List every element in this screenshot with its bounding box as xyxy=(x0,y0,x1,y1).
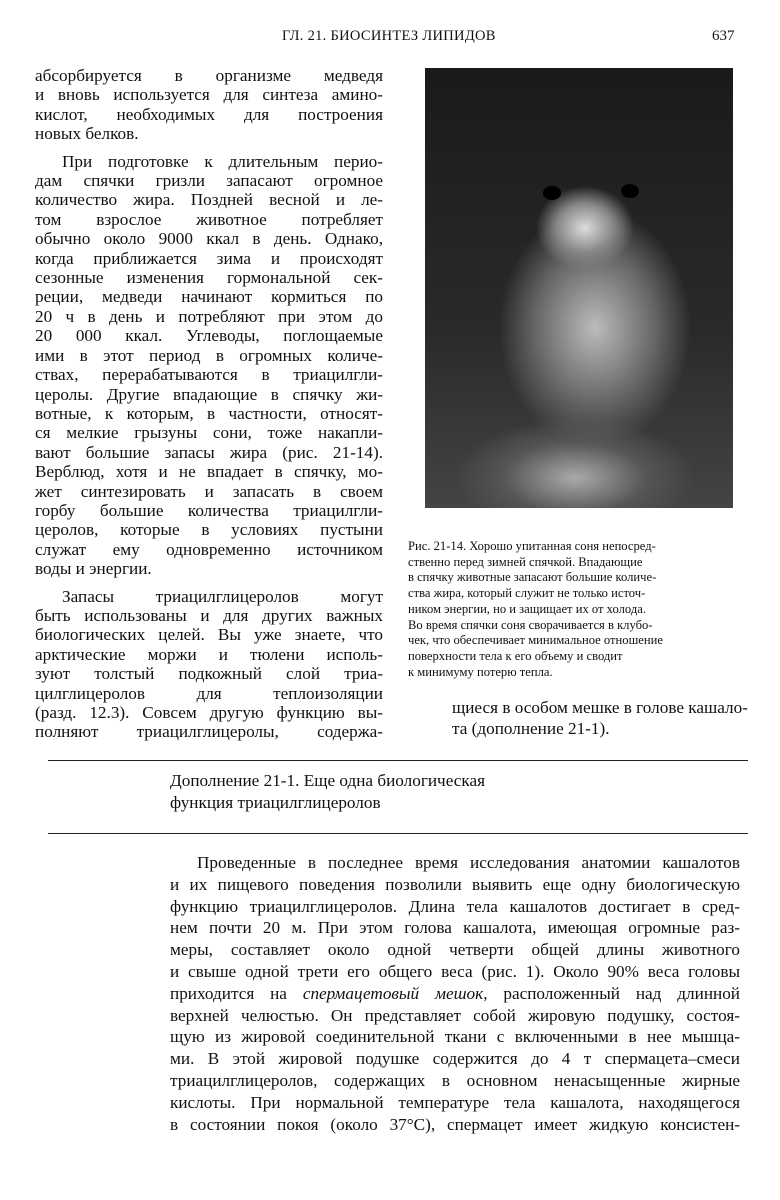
text-line xyxy=(170,983,740,1005)
text-line: кислот, необходимых для построения xyxy=(35,104,383,124)
text-span: , расположенный над длинной xyxy=(483,983,741,1003)
text-line: когда приближается зима и происходят xyxy=(35,248,383,268)
paragraph-gap xyxy=(35,579,383,587)
left-column-text xyxy=(35,66,383,742)
paragraph-gap xyxy=(35,144,383,152)
text-line: меры, составляет около одной четверти общей длины животного xyxy=(170,940,740,960)
text-line: вают большие запасы жира (рис. 21-14). xyxy=(35,442,383,462)
box-top-rule xyxy=(48,760,748,761)
running-header xyxy=(0,28,780,50)
text-line: новых белков. xyxy=(35,124,139,144)
dormouse-photo xyxy=(425,68,733,508)
text-line: биологических целей. Вы уже знаете, что xyxy=(35,625,383,645)
text-line: При подготовке к длительным перио- xyxy=(62,151,383,171)
text-line: кислоты. При нормальной температуре тела кашалота, находящегося xyxy=(170,1092,740,1112)
emphasized-term: спермацетовый мешок xyxy=(302,983,484,1003)
text-line: цилглицеролов для теплоизоляции xyxy=(35,683,383,703)
text-line: триацилглицеролов, содержащих в основном ненасыщенные жирные xyxy=(170,1070,740,1090)
text-line: та (дополнение 21-1). xyxy=(452,719,610,739)
text-line: обычно около 9000 ккал в день. Однако, xyxy=(35,229,383,249)
text-line: ником энергии, но и защищает их от холода. xyxy=(408,601,646,616)
text-line: нем почти 20 м. При этом голова кашалота, имеющая огромные раз- xyxy=(170,918,740,938)
text-line: абсорбируется в организме медведя xyxy=(35,66,383,85)
eye-mark xyxy=(543,186,561,200)
text-line: ства жира, который служит не только источ- xyxy=(408,586,646,601)
text-line: ственно перед зимней спячкой. Впадающие xyxy=(408,554,643,569)
text-line: 20 ч в день и потребляют при этом до xyxy=(35,306,383,326)
text-line: верхней челюстью. Он представляет собой жировую подушку, состоя- xyxy=(170,1005,740,1025)
text-line: дам спячки гризли запасают огромное xyxy=(35,171,383,191)
text-line: щиеся в особом мешке в голове кашало- xyxy=(452,698,748,717)
text-line: зуют толстый подкожный слой триа- xyxy=(35,664,383,684)
text-line: сезонные изменения гормональной сек- xyxy=(35,268,383,288)
text-line: Во время спячки соня сворачивается в клубо- xyxy=(408,617,653,632)
box-body-text xyxy=(170,852,740,1135)
right-column-continuation xyxy=(452,697,748,740)
text-line: церолы. Другие впадающие в спячку жи- xyxy=(35,384,383,404)
text-line: быть использованы и для других важных xyxy=(35,605,383,625)
text-line: служат ему одновременно источником xyxy=(35,539,383,559)
text-line: ся мелкие грызуны сони, тоже накапли- xyxy=(35,423,383,443)
text-line: том взрослое животное потребляет xyxy=(35,209,383,229)
box-title xyxy=(170,770,485,814)
text-line: Проведенные в последнее время исследования анатомии кашалотов xyxy=(197,853,740,872)
text-line: ими в этот период в огромных количе- xyxy=(35,345,383,365)
text-line: реции, медведи начинают кормиться по xyxy=(35,287,383,307)
text-line: (разд. 12.3). Совсем другую функцию вы- xyxy=(35,703,383,722)
figure-caption xyxy=(408,539,738,680)
text-line: поверхности тела к его объему и сводит xyxy=(408,648,623,663)
text-line: церолов, которые в условиях пустыни xyxy=(35,520,383,540)
text-line: к минимуму потерю тепла. xyxy=(408,664,553,679)
text-line: арктические моржи и тюлени исполь- xyxy=(35,644,383,664)
box-title-line: функция триацилглицеролов xyxy=(170,793,381,812)
text-line: вотные, к которым, в частности, относят- xyxy=(35,403,383,423)
text-line: функцию триацилглицеролов. Длина тела кашалотов достигает в сред- xyxy=(170,896,740,916)
text-span: приходится на xyxy=(170,983,303,1003)
text-line: Запасы триацилглицеролов могут xyxy=(62,586,383,606)
text-line: горбу большие количества триацилгли- xyxy=(35,500,383,520)
text-line: и свыше одной трети его общего веса (рис. 1). Около 90% веса головы xyxy=(170,961,740,981)
running-title: ГЛ. 21. БИОСИНТЕЗ ЛИПИДОВ xyxy=(282,28,496,44)
page-number: 637 xyxy=(712,28,735,44)
text-line: щую из жировой соединительной ткани с включенными в нее мышца- xyxy=(170,1027,740,1047)
text-line: жет синтезировать и запасать в своем xyxy=(35,481,383,501)
text-line: и вновь используется для синтеза амино- xyxy=(35,85,383,105)
text-line: полняют триацилглицеролы, содержа- xyxy=(35,722,383,742)
text-line: в состоянии покоя (около 37°С), спермацет имеет жидкую консистен- xyxy=(170,1114,740,1134)
text-line: Верблюд, хотя и не впадает в спячку, мо- xyxy=(35,462,383,482)
text-line: ствах, перерабатываются в триацилгли- xyxy=(35,365,383,385)
box-bottom-rule xyxy=(48,833,748,834)
text-line: в спячку животные запасают большие количе- xyxy=(408,570,657,585)
text-line: и их пищевого поведения позволили выявить еще одну биологическую xyxy=(170,874,740,894)
text-line: Рис. 21-14. Хорошо упитанная соня непосред- xyxy=(408,539,656,553)
box-title-line: Дополнение 21-1. Еще одна биологическая xyxy=(170,771,486,790)
text-line: чек, что обеспечивает минимальное отношение xyxy=(408,633,663,648)
eye-mark xyxy=(621,184,639,198)
text-line: ми. В этой жировой подушке содержится до 4 т спермацета–смеси xyxy=(170,1049,740,1069)
text-line: воды и энергии. xyxy=(35,559,152,579)
text-line: количество жира. Поздней весной и ле- xyxy=(35,190,383,210)
text-line: 20 000 ккал. Углеводы, поглощаемые xyxy=(35,326,383,346)
